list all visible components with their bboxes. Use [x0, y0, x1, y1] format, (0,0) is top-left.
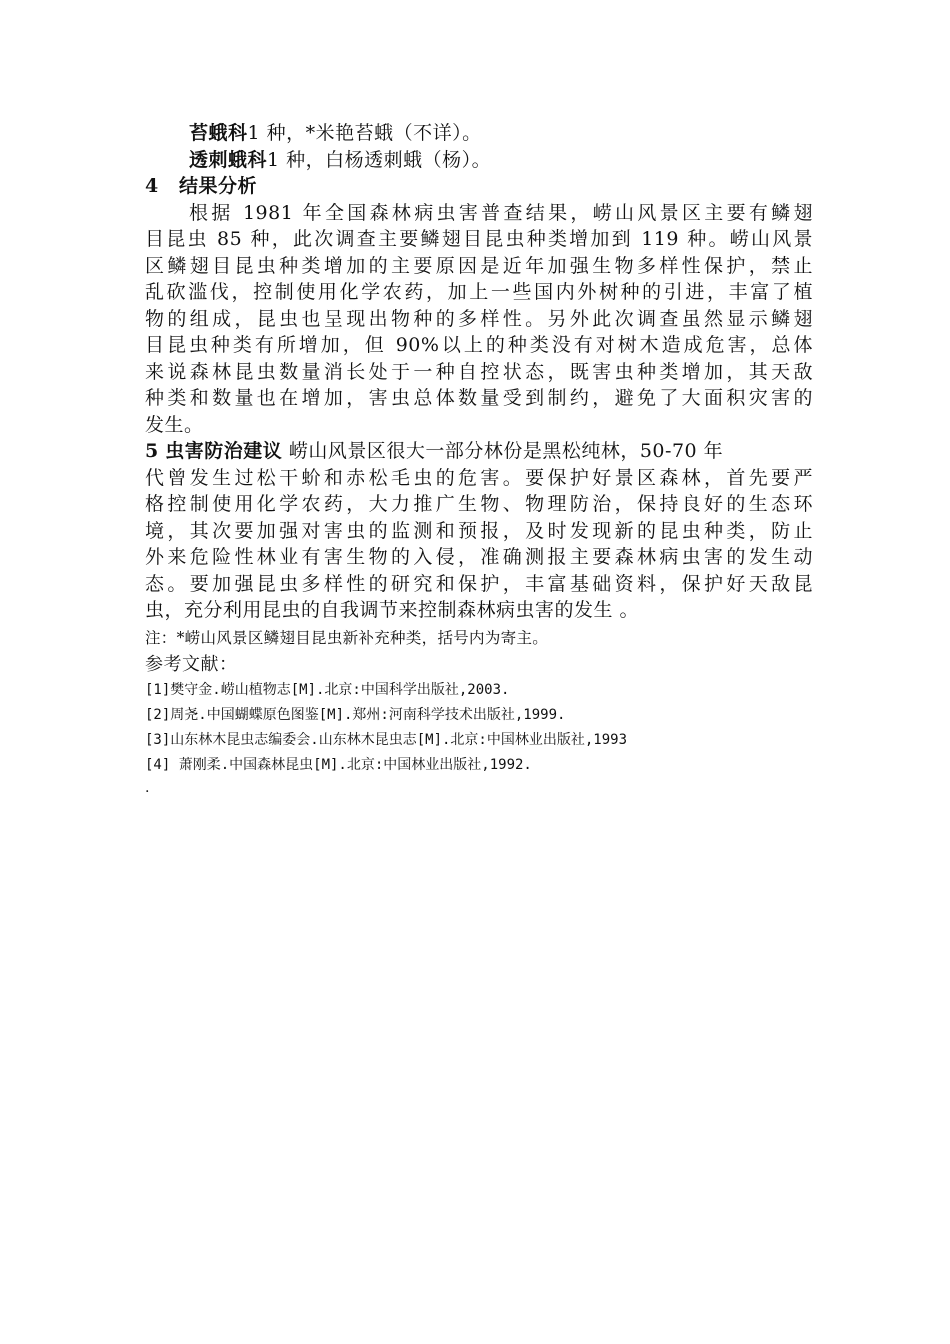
section-heading: [145, 173, 813, 200]
footnote: 注：*崂山风景区鳞翅目昆虫新补充种类，括号内为寄主。: [145, 628, 549, 647]
paragraph-line: 代曾发生过松干蚧和赤松毛虫的危害。要保护好景区森林，首先要严: [145, 466, 813, 489]
trailing-mark: .: [145, 780, 150, 796]
family-name: 苔蛾科: [189, 122, 248, 144]
paragraph-line: 虫，充分利用昆虫的自我调节来控制森林病虫害的发生 。: [145, 599, 640, 621]
section-4-paragraph: [145, 200, 813, 439]
species-entry: [145, 147, 813, 174]
reference-item: [2]周尧.中国蝴蝶原色图鉴[M].郑州:河南科学技术出版社,1999.: [145, 706, 566, 723]
paragraph-line: 目昆虫 85 种，此次调查主要鳞翅目昆虫种类增加到 119 种。崂山风景: [145, 228, 813, 250]
reference-item: [3]山东林木昆虫志编委会.山东林木昆虫志[M].北京:中国林业出版社,1993: [145, 731, 628, 748]
paragraph-line: 境，其次要加强对害虫的监测和预报，及时发现新的昆虫种类，防止: [145, 519, 813, 542]
species-text: 1 种，白杨透刺蛾（杨）。: [267, 148, 492, 171]
paragraph-line: 乱砍滥伐，控制使用化学农药，加上一些国内外树种的引进，丰富了植: [145, 281, 813, 303]
paragraph-line: 来说森林昆虫数量消长处于一种自控状态，既害虫种类增加，其天敌: [145, 360, 813, 383]
paragraph-line: 格控制使用化学农药，大力推广生物、物理防治，保持良好的生态环: [145, 493, 813, 515]
paragraph-line: 态。要加强昆虫多样性的研究和保护，丰富基础资料，保护好天敌昆: [145, 572, 813, 595]
reference-item: [4] 萧刚柔.中国森林昆虫[M].北京:中国林业出版社,1992.: [145, 756, 532, 773]
species-entry: [145, 120, 813, 147]
reference-item: [1]樊守金.崂山植物志[M].北京:中国科学出版社,2003.: [145, 681, 510, 698]
family-name: 透刺蛾科: [189, 148, 268, 171]
paragraph-line: 根据 1981 年全国森林病虫害普查结果，崂山风景区主要有鳞翅: [189, 201, 813, 224]
section-title: 结果分析: [179, 175, 258, 197]
section-title: 虫害防治建议: [165, 440, 283, 462]
section-number: 5: [145, 440, 159, 462]
paragraph-line: 崂山风景区很大一部分林份是黑松纯林，50-70 年: [288, 440, 724, 462]
paragraph-line: 外来危险性林业有害生物的入侵，准确测报主要森林病虫害的发生动: [145, 546, 813, 568]
paragraph-line: 物的组成，昆虫也呈现出物种的多样性。另外此次调查虽然显示鳞翅: [145, 307, 813, 330]
section-5-first-line: [145, 438, 813, 465]
reference-list: [145, 678, 813, 778]
section-number: 4: [145, 175, 159, 197]
document-page: [145, 120, 813, 778]
paragraph-line: 种类和数量也在增加，害虫总体数量受到制约，避免了大面积灾害的: [145, 387, 813, 409]
paragraph-line: 发生。: [145, 413, 204, 436]
references-heading: 参考文献：: [145, 653, 238, 675]
section-5-paragraph: [145, 465, 813, 624]
paragraph-line: 目昆虫种类有所增加，但 90%以上的种类没有对树木造成危害，总体: [145, 334, 813, 356]
paragraph-line: 区鳞翅目昆虫种类增加的主要原因是近年加强生物多样性保护，禁止: [145, 254, 813, 277]
species-text: 1 种，*米艳苔蛾（不详）。: [247, 122, 482, 144]
